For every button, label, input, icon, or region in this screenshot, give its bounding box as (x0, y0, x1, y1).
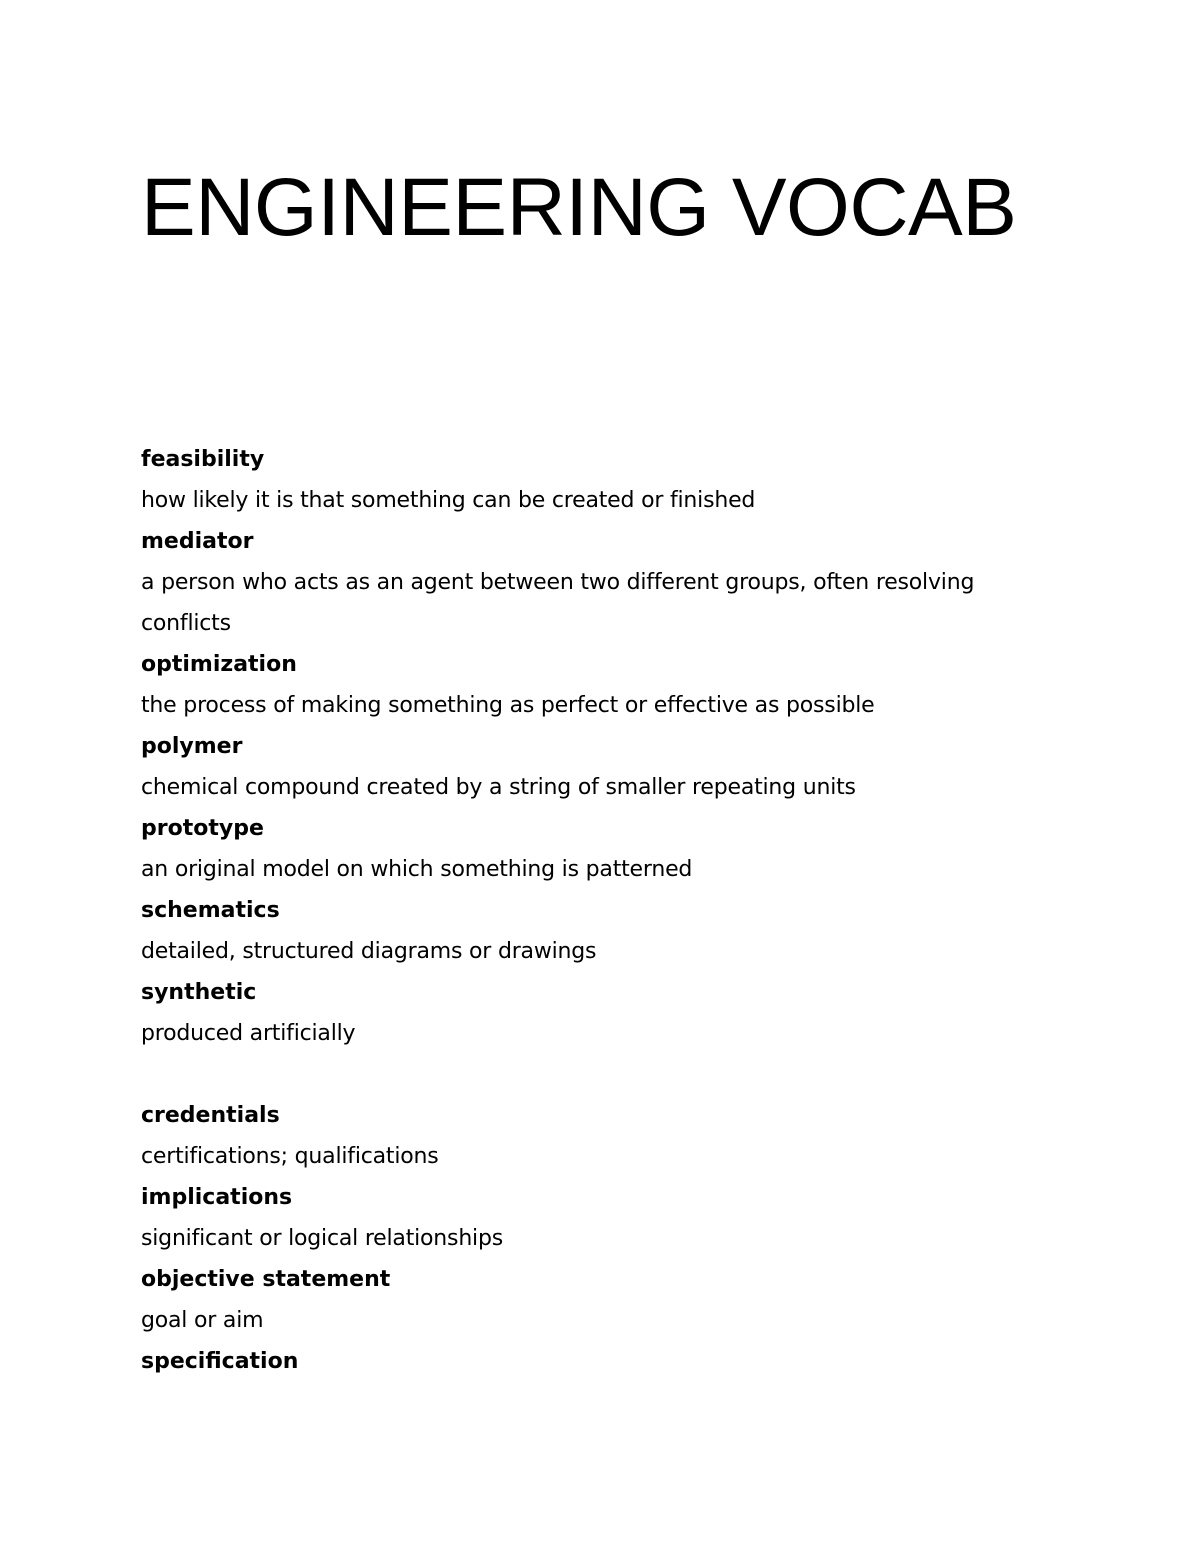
vocab-definition: the process of making something as perfect or effective as possible (141, 693, 875, 718)
vocab-term: implications (141, 1185, 293, 1210)
vocab-list (141, 439, 1041, 1382)
vocab-term: feasibility (141, 447, 265, 472)
vocab-term: polymer (141, 734, 243, 759)
vocab-definition: an original model on which something is patterned (141, 857, 693, 882)
vocab-definition: significant or logical relationships (141, 1226, 503, 1251)
vocab-definition: certifications; qualifications (141, 1144, 439, 1169)
page-title: ENGINEERING VOCAB (141, 162, 1017, 253)
vocab-term: objective statement (141, 1267, 391, 1292)
vocab-entry (141, 1177, 1041, 1259)
vocab-entry (141, 521, 1041, 644)
vocab-entry (141, 1095, 1041, 1177)
vocab-entry (141, 890, 1041, 972)
vocab-term: prototype (141, 816, 264, 841)
vocab-term: mediator (141, 529, 254, 554)
vocab-term: synthetic (141, 980, 257, 1005)
vocab-definition: chemical compound created by a string of smaller repeating units (141, 775, 856, 800)
vocab-entry (141, 808, 1041, 890)
vocab-term: specification (141, 1349, 299, 1374)
vocab-entry (141, 726, 1041, 808)
vocab-definition: a person who acts as an agent between two different groups, often resolving conflicts (141, 570, 975, 636)
vocab-entry (141, 644, 1041, 726)
vocab-term: optimization (141, 652, 297, 677)
vocab-definition: goal or aim (141, 1308, 264, 1333)
vocab-term: credentials (141, 1103, 280, 1128)
vocab-definition: detailed, structured diagrams or drawings (141, 939, 597, 964)
vocab-entry (141, 1259, 1041, 1341)
section-spacer (141, 1054, 1041, 1095)
vocab-entry (141, 439, 1041, 521)
vocab-term: schematics (141, 898, 280, 923)
vocab-entry (141, 1341, 1041, 1382)
vocab-definition: produced artificially (141, 1021, 356, 1046)
vocab-entry (141, 972, 1041, 1054)
vocab-definition: how likely it is that something can be created or finished (141, 488, 756, 513)
